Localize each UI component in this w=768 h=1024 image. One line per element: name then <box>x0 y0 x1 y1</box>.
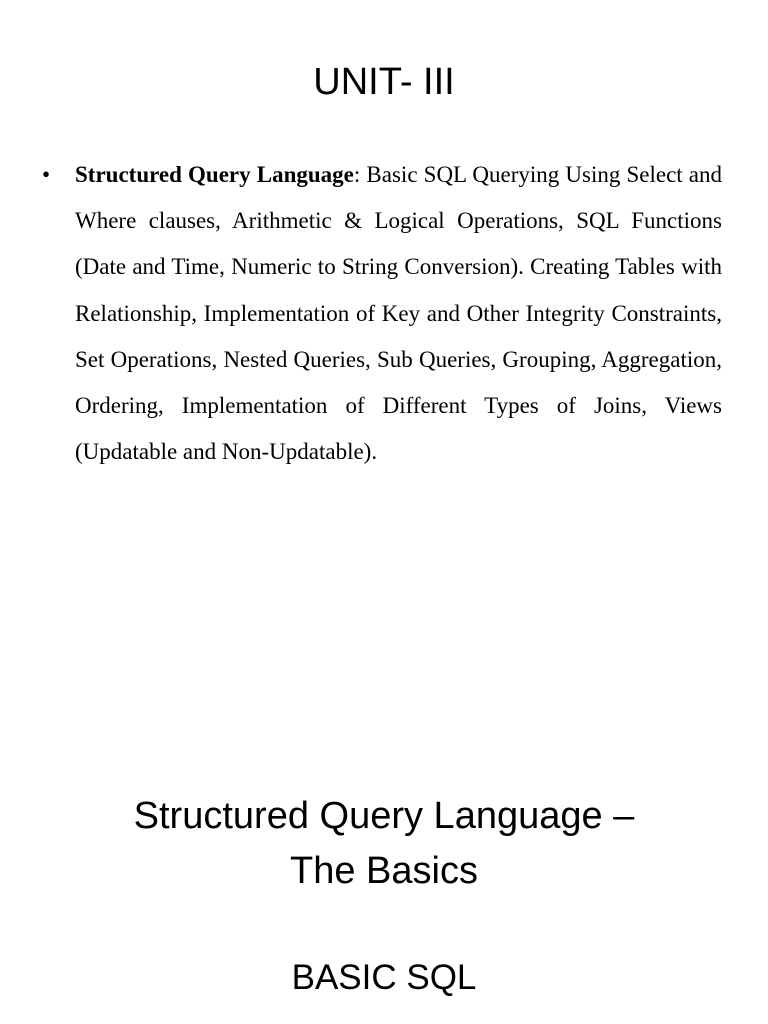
unit-title: UNIT- III <box>313 61 455 103</box>
bullet-text <box>75 152 722 475</box>
slide-2-title-line-2: The Basics <box>290 850 478 892</box>
bullet-body: : Basic SQL Querying Using Select and Where clauses, Arithmetic & Logical Operations, SQL Functions (Date and Time, Numeric to String Conversion). Creating Tables with Relationship, Implementation of Key and Other Integrity Constraints, Set Operations, Nested Queries, Sub Queries, Grouping, Aggregation, Ordering, Implementation of Different Types of Joins, Views (Updatable and Non-Updatable). <box>75 162 723 465</box>
syllabus-bullet-item <box>42 152 722 475</box>
bullet-term: Structured Query Language <box>75 162 354 187</box>
basic-sql-heading: BASIC SQL <box>291 958 477 997</box>
slide-2-title <box>0 789 768 899</box>
slide-2-title-line-1: Structured Query Language – <box>133 795 635 837</box>
syllabus-bullet-list <box>42 152 722 475</box>
bullet-icon: • <box>42 162 51 187</box>
